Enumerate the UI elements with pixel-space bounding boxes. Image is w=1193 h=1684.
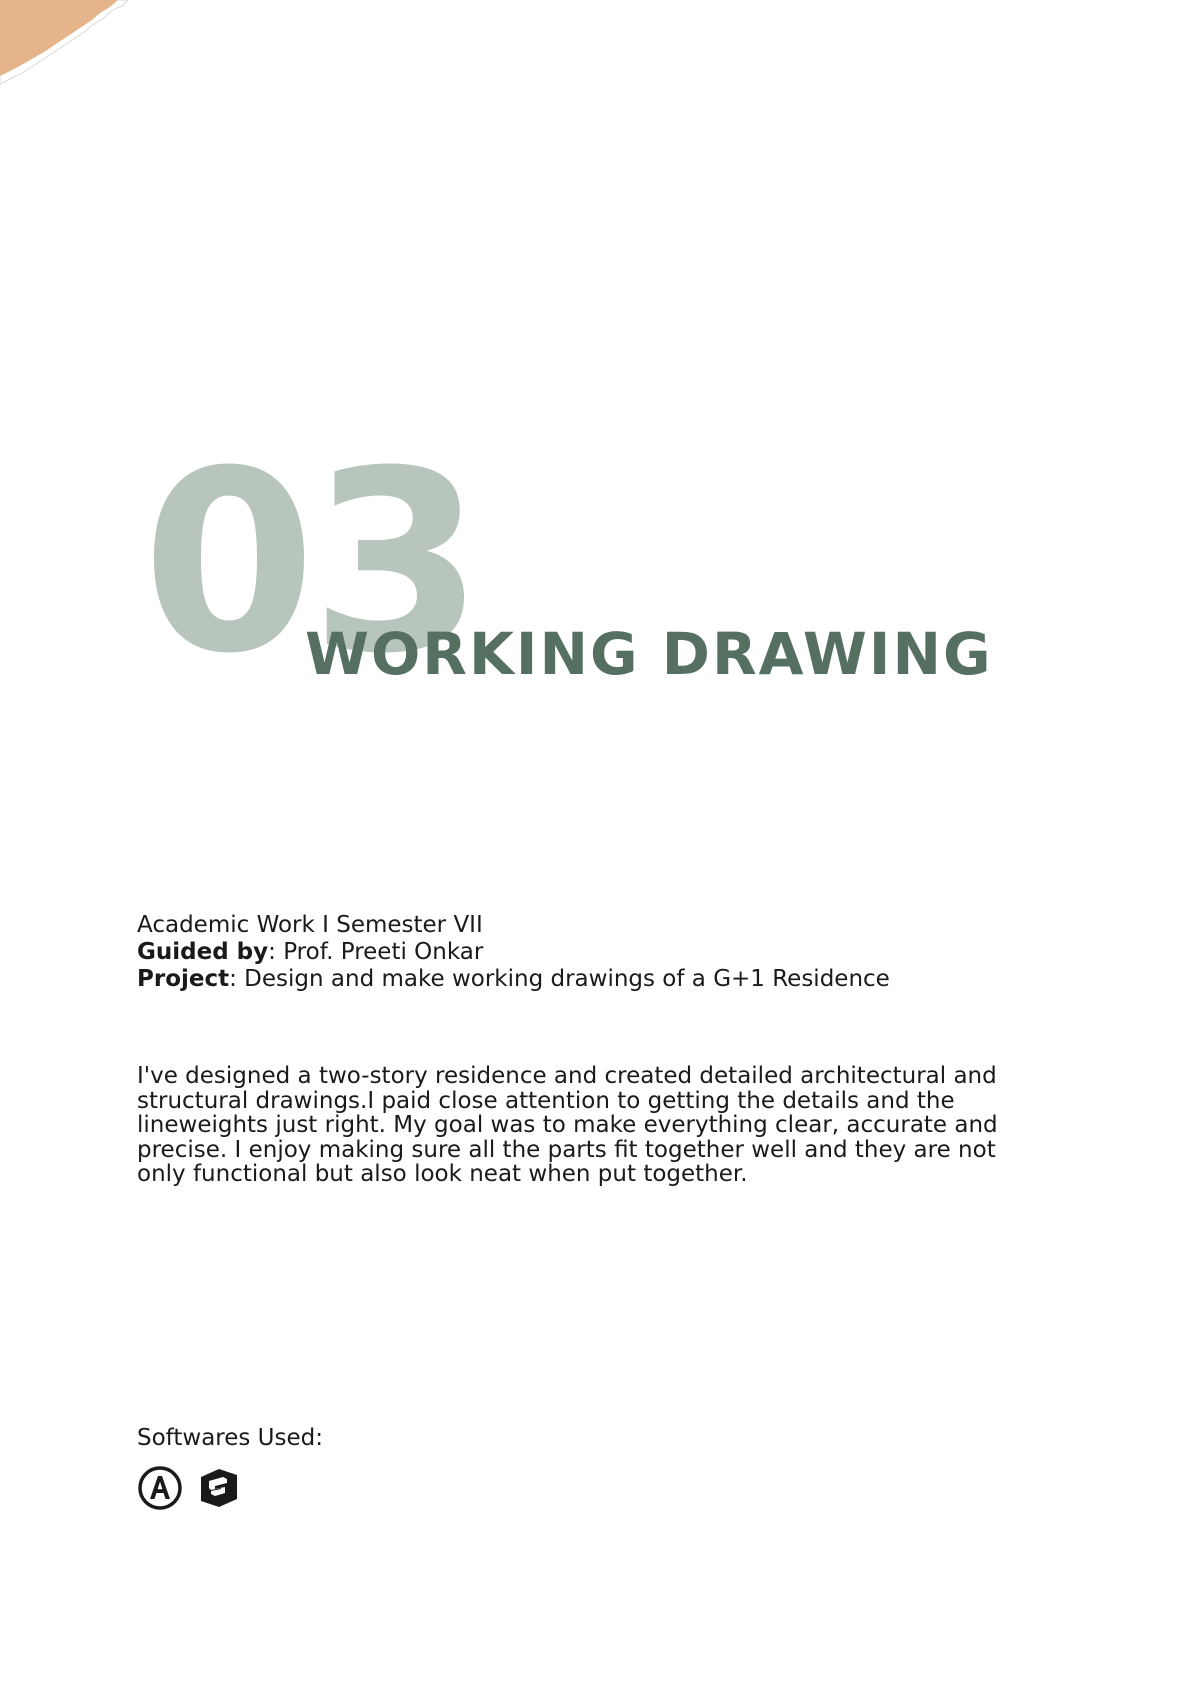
guided-by-line	[137, 939, 890, 966]
project-line	[137, 966, 890, 993]
project-value: : Design and make working drawings of a G+1 Residence	[229, 966, 890, 992]
software-icon-list	[137, 1465, 243, 1511]
project-meta	[137, 912, 890, 993]
softwares-used-label: Softwares Used:	[137, 1425, 323, 1451]
section-title: WORKING DRAWING	[305, 620, 993, 688]
autocad-icon	[137, 1465, 183, 1511]
guided-by-value: : Prof. Preeti Onkar	[268, 939, 484, 965]
torn-paper-tape-decoration	[0, 0, 130, 90]
project-label: Project	[137, 966, 230, 992]
guided-by-label: Guided by	[137, 939, 269, 965]
sketchup-icon	[197, 1465, 243, 1511]
academic-work-line: Academic Work I Semester VII	[137, 912, 483, 938]
project-description: I've designed a two-story residence and created detailed architectural and structural drawings.I paid close attention to getting the details and the lineweights just right. My goal was to make everything clear, accurate and precise. I enjoy making sure all the parts fit together well and they are not only functional but also look neat when put together.	[137, 1063, 998, 1187]
section-number: 03	[142, 417, 478, 708]
